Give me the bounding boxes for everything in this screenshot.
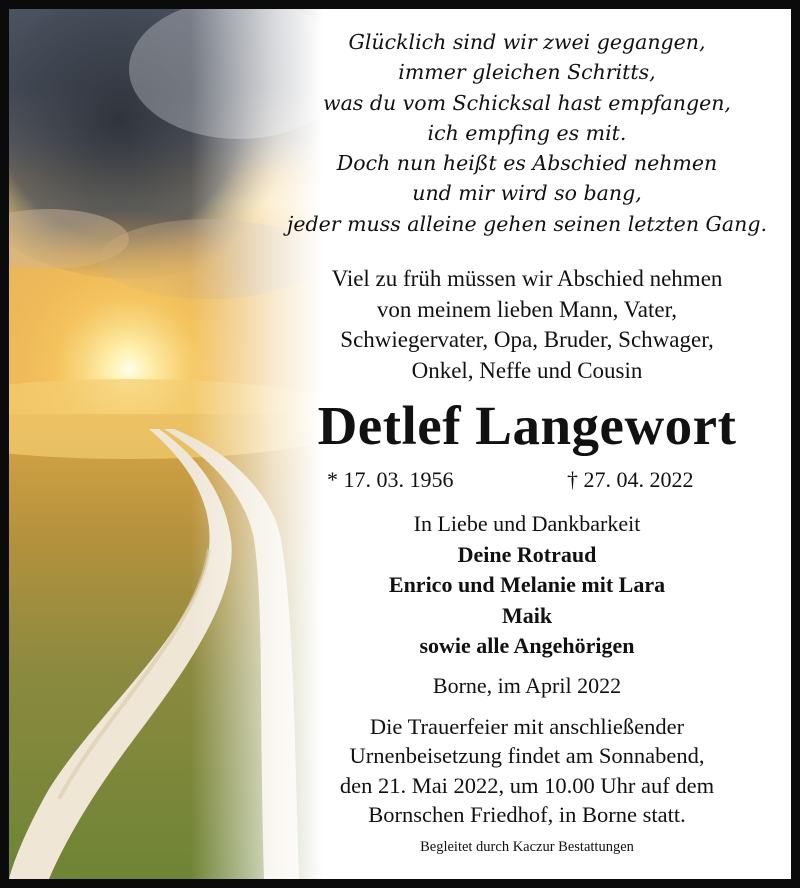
intro-line: Viel zu früh müssen wir Abschied nehmen [331, 266, 723, 291]
poem-line: jeder muss alleine gehen seinen letzten Gang. [287, 211, 767, 236]
poem-line: Glücklich sind wir zwei gegangen, [348, 30, 706, 54]
mourners [267, 509, 787, 662]
death-date: † 27. 04. 2022 [567, 467, 694, 492]
place-date: Borne, im April 2022 [432, 673, 622, 698]
poem-line: und mir wird so bang, [412, 181, 642, 206]
service-line: Die Trauerfeier mit anschließender [369, 714, 685, 739]
mourner-line: Deine Rotraud [457, 541, 597, 567]
birth-date: * 17. 03. 1956 [327, 467, 454, 492]
funeral-home-credit: Begleitet durch Kaczur Bestattungen [420, 839, 634, 855]
intro-line: von meinem lieben Mann, Vater, [376, 296, 678, 322]
mourners-intro: In Liebe und Dankbarkeit [413, 511, 641, 536]
intro-line: Onkel, Neffe und Cousin [411, 357, 643, 383]
mourner-line: Maik [501, 602, 553, 628]
poem-line: ich empfing es mit. [427, 120, 627, 145]
funeral-service-info [267, 712, 787, 830]
life-dates [267, 464, 787, 496]
poem-line: was du vom Schicksal hast empfangen, [323, 90, 731, 115]
deceased-name: Detlef Langewort [317, 395, 737, 456]
obituary-text [267, 9, 787, 879]
poem-line: Doch nun heißt es Abschied nehmen [336, 151, 718, 176]
intro-line: Schwiegervater, Opa, Bruder, Schwager, [340, 327, 714, 352]
mourner-line: sowie alle Angehörigen [419, 633, 635, 659]
service-line: den 21. Mai 2022, um 10.00 Uhr auf dem [339, 772, 715, 798]
farewell-intro [267, 264, 787, 386]
poem [267, 27, 787, 239]
mourner-line: Enrico und Melanie mit Lara [388, 572, 666, 598]
service-line: Urnenbeisetzung findet am Sonnabend, [349, 743, 705, 769]
poem-line: immer gleichen Schritts, [398, 60, 656, 85]
obituary-card [9, 9, 791, 879]
service-line: Bornschen Friedhof, in Borne statt. [368, 802, 686, 828]
